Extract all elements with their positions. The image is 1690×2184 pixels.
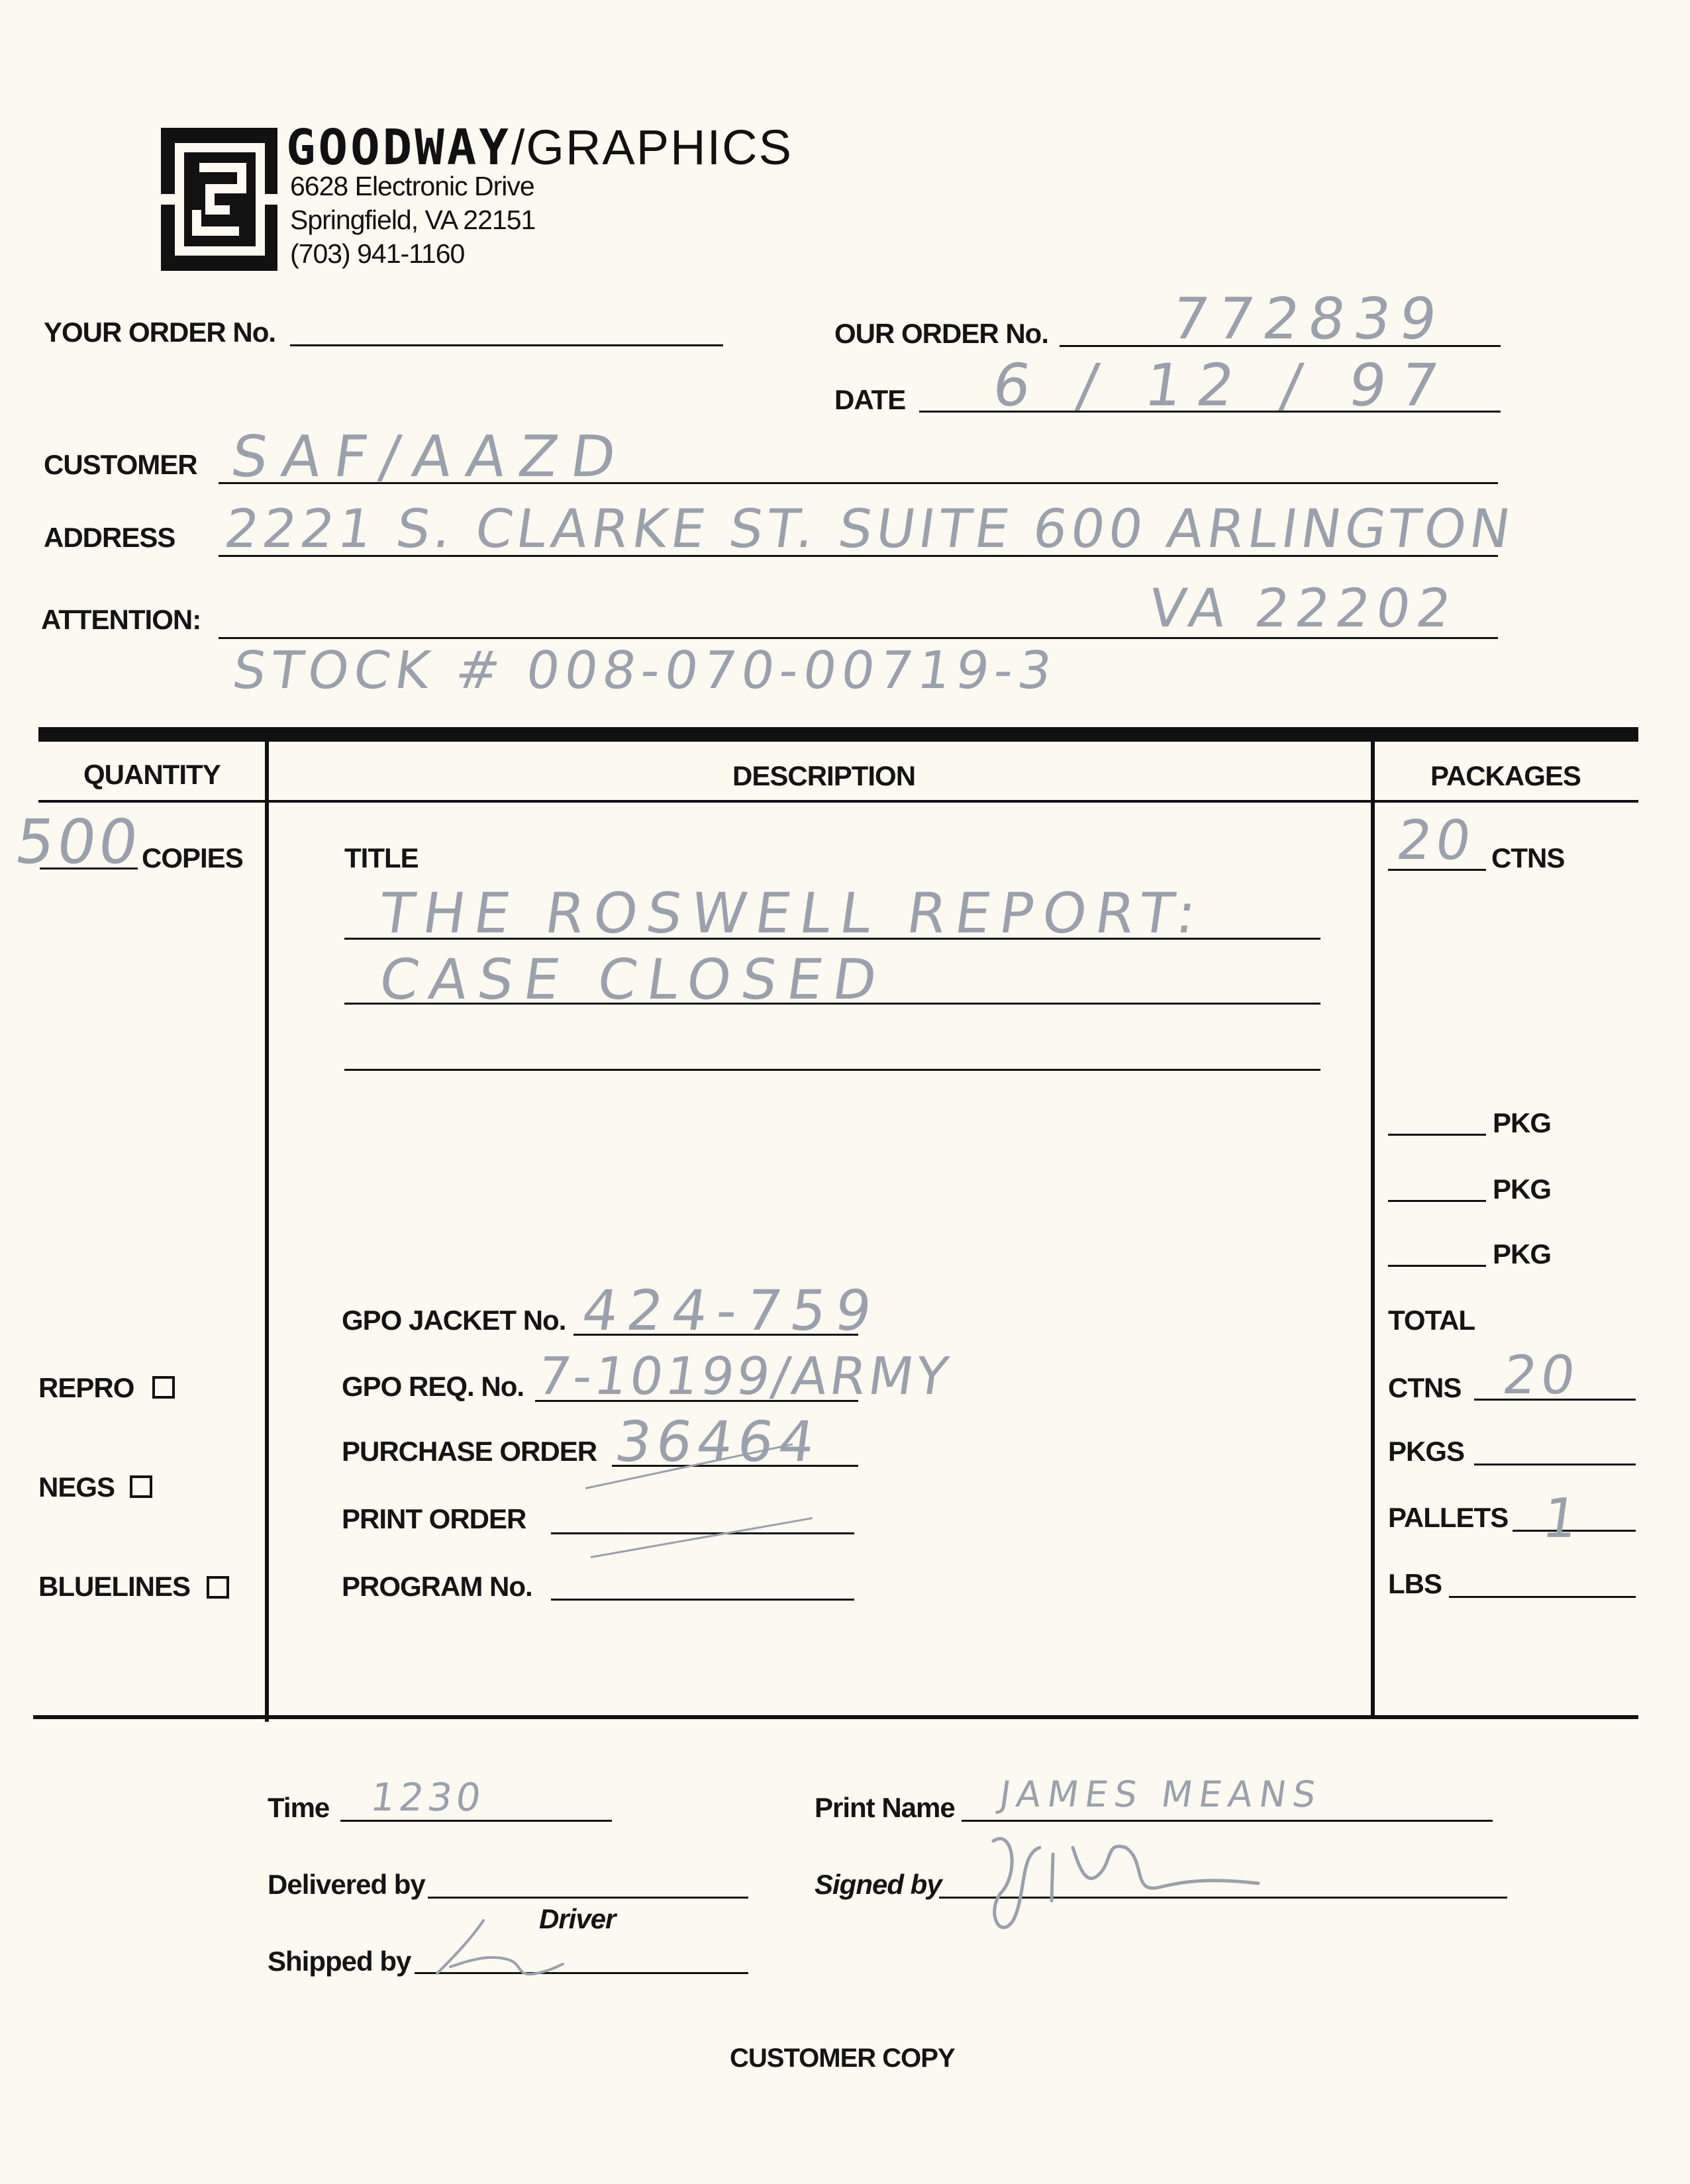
print-order-label: PRINT ORDER (342, 1503, 526, 1534)
company-address-line1: 6628 Electronic Drive (290, 171, 534, 201)
title-value-line2: CASE CLOSED (375, 947, 891, 1012)
customer-value: SAF/AAZD (226, 424, 633, 490)
address-label: ADDRESS (44, 522, 175, 553)
company-address-line2: Springfield, VA 22151 (290, 205, 536, 235)
quantity-header: QUANTITY (83, 759, 221, 790)
print-order-field[interactable] (551, 1532, 854, 1534)
our-order-value: 772839 (1167, 286, 1450, 352)
signature-scribble (973, 1814, 1278, 1947)
gpo-jacket-label: GPO JACKET No. (342, 1305, 566, 1336)
total-label: TOTAL (1388, 1305, 1475, 1336)
company-name-mark: GOODWAY (286, 119, 511, 176)
repro-label: REPRO (38, 1372, 134, 1403)
pkg-label-2: PKG (1493, 1173, 1552, 1205)
title-label: TITLE (344, 842, 419, 873)
copies-label: COPIES (142, 842, 243, 873)
table-top-rule (38, 727, 1638, 742)
signed-by-label: Signed by (815, 1869, 942, 1900)
pallets-label: PALLETS (1388, 1502, 1509, 1533)
lbs-field[interactable] (1449, 1596, 1636, 1598)
date-label: DATE (834, 384, 906, 415)
attention-value-line1: VA 22202 (1145, 577, 1462, 639)
table-divider-left (265, 742, 269, 1722)
packages-header: PACKAGES (1430, 760, 1581, 791)
company-name (286, 119, 793, 176)
packages-header-rule (1375, 800, 1638, 803)
description-header: DESCRIPTION (732, 760, 916, 791)
pkgs-field[interactable] (1474, 1464, 1636, 1465)
shipped-by-label: Shipped by (268, 1946, 411, 1977)
delivered-by-label: Delivered by (268, 1869, 425, 1900)
delivered-by-field[interactable] (428, 1897, 748, 1899)
pkg-label-3: PKG (1493, 1238, 1552, 1269)
address-value: 2221 S. CLARKE ST. SUITE 600 ARLINGTON (221, 498, 1518, 560)
negs-checkbox[interactable] (130, 1475, 152, 1498)
time-field[interactable] (340, 1820, 612, 1822)
shipped-by-scribble (424, 1914, 570, 1987)
total-ctns-value: 20 (1499, 1344, 1583, 1406)
goodway-logo-icon (161, 128, 277, 271)
bluelines-label: BLUELINES (38, 1571, 191, 1602)
driver-label: Driver (539, 1903, 616, 1934)
total-ctns-label: CTNS (1388, 1372, 1462, 1403)
attention-value-line2: STOCK # 008-070-00719-3 (228, 641, 1061, 701)
title-value-line1: THE ROSWELL REPORT: (375, 881, 1210, 946)
lbs-label: LBS (1388, 1568, 1442, 1599)
time-label: Time (268, 1792, 330, 1823)
pkgs-label: PKGS (1388, 1436, 1465, 1467)
print-name-value: JAMES MEANS (997, 1773, 1325, 1815)
pkg-field-3[interactable] (1388, 1265, 1486, 1267)
purchase-order-label: PURCHASE ORDER (342, 1436, 597, 1467)
pkg-label-1: PKG (1493, 1107, 1552, 1138)
table-bottom-rule (33, 1715, 1638, 1719)
purchase-order-value: 36464 (611, 1409, 824, 1474)
customer-copy-label: CUSTOMER COPY (730, 2044, 955, 2073)
negs-label: NEGS (38, 1471, 115, 1503)
copies-value: 500 (11, 807, 146, 877)
attention-label: ATTENTION: (41, 604, 201, 635)
bluelines-checkbox[interactable] (207, 1576, 229, 1599)
ctns-value: 20 (1393, 809, 1479, 872)
your-order-field[interactable] (290, 344, 723, 346)
gpo-jacket-value: 424-759 (578, 1278, 885, 1343)
date-value: 6 / 12 / 97 (988, 351, 1458, 419)
ctns-label: CTNS (1491, 842, 1565, 873)
gpo-req-value: 7-10199/ARMY (533, 1347, 955, 1407)
gpo-req-label: GPO REQ. No. (342, 1371, 524, 1402)
customer-label: CUSTOMER (44, 449, 197, 480)
print-name-label: Print Name (815, 1792, 955, 1823)
company-name-suffix: /GRAPHICS (511, 120, 793, 175)
pallets-value: 1 (1538, 1487, 1591, 1550)
quantity-header-rule (38, 800, 269, 803)
title-line-3[interactable] (344, 1069, 1320, 1071)
company-phone: (703) 941-1160 (290, 238, 465, 269)
program-no-strike (591, 1517, 813, 1558)
description-header-rule (269, 800, 1375, 803)
table-divider-right (1371, 742, 1375, 1715)
pkg-field-1[interactable] (1388, 1134, 1486, 1136)
program-no-field[interactable] (551, 1599, 854, 1601)
time-value: 1230 (368, 1775, 488, 1820)
pkg-field-2[interactable] (1388, 1200, 1486, 1202)
our-order-label: OUR ORDER No. (834, 318, 1048, 349)
program-no-label: PROGRAM No. (342, 1571, 532, 1602)
your-order-label: YOUR ORDER No. (44, 317, 276, 348)
repro-checkbox[interactable] (152, 1376, 175, 1399)
